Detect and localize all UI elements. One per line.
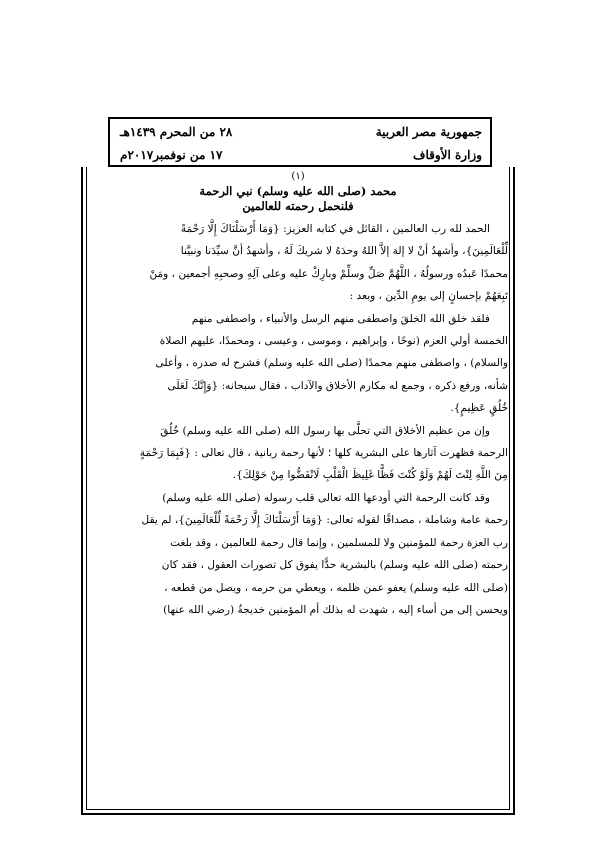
paragraph-3 — [88, 420, 508, 487]
text-line: الحمد لله رب العالمين ، القائل في كتابه العزيز: {وَمَا أَرْسَلْنَاكَ إِلَّا رَحْمَةً — [180, 223, 490, 235]
country-name: جمهورية مصر العربية — [375, 125, 482, 139]
text-line: ويحسن إلى من أساء إليه ، شهدت له بذلك أم المؤمنين خديجةُ (رضي الله عنها) — [163, 603, 508, 616]
article-title-line-1: محمد (صلى الله عليه وسلم) نبي الرحمة — [199, 184, 397, 198]
text-line: رب العزة رحمة للمؤمنين ولا للمسلمين ، وإنما قال رحمة للعالمين ، وقد بلغت — [170, 536, 508, 549]
text-line: وإن من عظيم الأخلاق التي تحلَّى بها رسول الله (صلى الله عليه وسلم) خُلُقَ — [160, 424, 490, 437]
text-line: رحمته (صلى الله عليه وسلم) بالبشرية حدًّا يفوق كل تصورات العقول ، فقد كان — [161, 559, 508, 572]
article-title-line-2: فلنحمل رحمته للعالمين — [242, 199, 354, 213]
ministry-name: وزارة الأوقاف — [413, 148, 482, 162]
article — [88, 170, 508, 621]
text-line: الخمسة أولي العزم (نوحًا ، وإبراهيم ، وموسى ، وعيسى ، ومحمدًا، عليهم الصلاة — [159, 335, 508, 348]
header-row-top — [110, 122, 490, 144]
text-line: تَبِعَهُمْ بإحسانٍ إلى يومِ الدِّين ، وبعد : — [349, 290, 508, 303]
text-line: مِنَ اللَّهِ لِنْتَ لَهُمْ وَلَوْ كُنْتَ فَظًّا غَلِيظَ الْقَلْبِ لَانْفَضُّوا مِنْ حَوْلِكَ}. — [232, 469, 508, 482]
text-line: شأنه، ورفع ذكره ، وجمع له مكارم الأخلاق والآداب ، فقال سبحانه: {وَإِنَّكَ لَعَلَى — [167, 379, 508, 392]
article-number: (١) — [291, 171, 305, 182]
text-line: لِّلْعَالَمِينَ}، وأشهدُ أنْ لا إلهَ إلاَّ اللهُ وحدَهُ لا شريكَ لَهُ ، وأشهدُ أنَّ سيِّدَنا ونبيَّنا — [180, 245, 508, 258]
paragraph-4 — [88, 487, 508, 621]
text-line: الرحمة فظهرت آثارها على البشرية كلها ؛ لأنها رحمة ربانية ، قال تعالى : {فَبِمَا رَحْمَةٍ — [139, 447, 508, 460]
text-line: (صلى الله عليه وسلم) يعفو عمن ظلمه ، ويعطي من حرمه ، ويصل من قطعه ، — [164, 581, 508, 594]
text-line: فلقد خلق الله الخلقَ واصطفى منهم الرسل والأنبياء ، واصطفى منهم — [191, 312, 490, 325]
gregorian-date: ١٧ من نوفمبر٢٠١٧م — [120, 148, 223, 162]
header-row-bottom — [110, 145, 490, 167]
text-line: والسلام) ، واصطفى منهم محمدًا (صلى الله عليه وسلم) فشرح له صدره ، وأعلى — [155, 357, 508, 370]
hijri-date: ٢٨ من المحرم ١٤٣٩هـ — [120, 125, 233, 139]
text-line: رحمة عامة وشاملة ، مصداقًا لقوله تعالى: {وَمَا أَرْسَلْنَاكَ إِلَّا رَحْمَةً لِّلْعَالَمِينَ}، لم يقل — [141, 514, 508, 527]
header-box — [108, 117, 492, 167]
text-line: خُلُقٍ عَظِيمٍ}. — [450, 402, 508, 415]
text-line: وقد كانت الرحمة التي أودعها الله تعالى قلب رسوله (صلى الله عليه وسلم) — [162, 491, 490, 504]
text-line: محمدًا عَبدُه ورسولُهُ ، اللَّهُمَّ صَلِّ وسلِّمْ وبارِكْ عليه وعلى آلِهِ وصحبِهِ أجمعين ، ومَنْ — [149, 267, 508, 280]
paragraph-2 — [88, 308, 508, 420]
paragraph-1 — [88, 218, 508, 308]
